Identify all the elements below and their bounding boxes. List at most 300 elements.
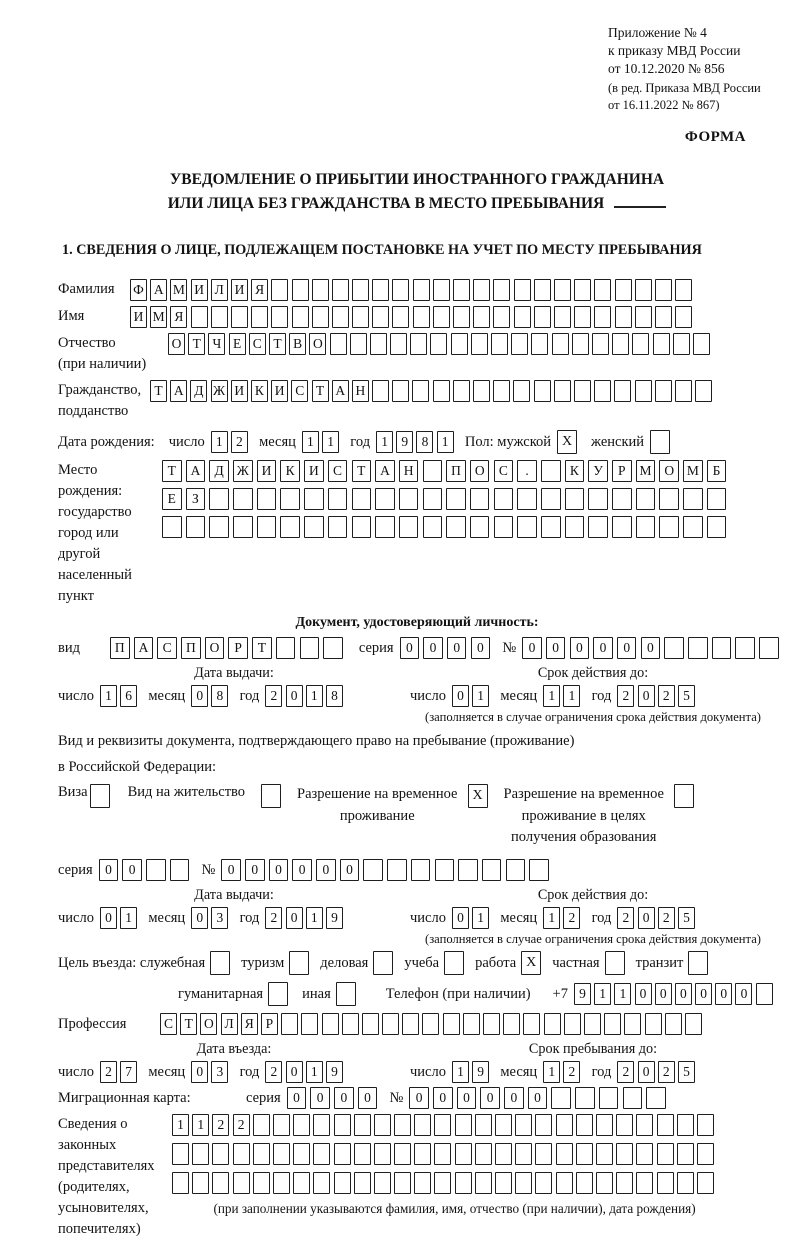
representatives-char-cell[interactable] [475,1172,492,1194]
doc-number-cell[interactable]: 0 [546,637,566,659]
citizenship-char-cell[interactable]: Д [190,380,207,402]
char-cell[interactable] [444,951,464,975]
birth-place-char-cell[interactable] [399,488,419,510]
birth-place-char-cell[interactable] [423,460,443,482]
birth-place-char-cell[interactable]: З [186,488,206,510]
doc-kind-char-cell[interactable]: П [110,637,130,659]
representatives-char-cell[interactable] [535,1143,552,1165]
birth-place-char-cell[interactable]: К [280,460,300,482]
profession-char-cell[interactable]: Л [221,1013,238,1035]
surname-char-cell[interactable] [372,279,389,301]
patronymic-char-cell[interactable] [390,333,407,355]
citizenship-char-cell[interactable]: Ж [211,380,228,402]
profession-char-cell[interactable] [624,1013,641,1035]
patronymic-char-cell[interactable]: О [309,333,326,355]
birth-place-char-cell[interactable]: И [257,460,277,482]
doc-number-cell[interactable]: 0 [593,637,613,659]
citizenship-char-cell[interactable] [372,380,389,402]
representatives-char-cell[interactable] [596,1114,613,1136]
representatives-char-cell[interactable] [434,1143,451,1165]
birth-place-char-cell[interactable] [541,488,561,510]
birth-place-char-cell[interactable] [565,488,585,510]
char-cell[interactable]: 2 [563,907,580,929]
name-char-cell[interactable] [594,306,611,328]
surname-char-cell[interactable]: А [150,279,167,301]
patronymic-char-cell[interactable] [491,333,508,355]
doc-number-cell[interactable]: 0 [570,637,590,659]
name-char-cell[interactable] [473,306,490,328]
representatives-char-cell[interactable] [657,1143,674,1165]
representatives-char-cell[interactable] [535,1114,552,1136]
representatives-char-cell[interactable] [556,1143,573,1165]
profession-char-cell[interactable] [443,1013,460,1035]
birth-place-char-cell[interactable]: А [375,460,395,482]
representatives-char-cell[interactable] [354,1114,371,1136]
birth-place-char-cell[interactable] [494,516,514,538]
birth-place-char-cell[interactable]: Б [707,460,727,482]
birth-place-char-cell[interactable] [304,488,324,510]
profession-char-cell[interactable] [402,1013,419,1035]
representatives-char-cell[interactable] [556,1172,573,1194]
representatives-char-cell[interactable] [394,1114,411,1136]
name-char-cell[interactable] [251,306,268,328]
birth-place-char-cell[interactable]: М [636,460,656,482]
profession-char-cell[interactable]: С [160,1013,177,1035]
citizenship-char-cell[interactable]: С [291,380,308,402]
char-cell[interactable] [268,982,288,1006]
birth-place-char-cell[interactable]: А [186,460,206,482]
representatives-char-cell[interactable] [313,1172,330,1194]
birth-place-char-cell[interactable] [446,516,466,538]
birth-place-char-cell[interactable] [352,488,372,510]
profession-char-cell[interactable] [685,1013,702,1035]
surname-char-cell[interactable] [675,279,692,301]
char-cell[interactable]: 0 [191,685,208,707]
char-cell[interactable]: 2 [265,685,282,707]
char-cell[interactable]: 0 [480,1087,500,1109]
birth-place-char-cell[interactable] [280,516,300,538]
char-cell[interactable]: 9 [326,907,343,929]
patronymic-char-cell[interactable] [430,333,447,355]
citizenship-char-cell[interactable]: К [251,380,268,402]
name-char-cell[interactable]: М [150,306,167,328]
char-cell[interactable]: 0 [452,907,469,929]
patronymic-char-cell[interactable]: О [168,333,185,355]
name-char-cell[interactable] [352,306,369,328]
char-cell[interactable]: 8 [211,685,228,707]
patronymic-char-cell[interactable]: Т [269,333,286,355]
char-cell[interactable] [674,784,694,808]
birth-place-char-cell[interactable]: Р [612,460,632,482]
representatives-char-cell[interactable] [414,1143,431,1165]
surname-char-cell[interactable]: И [191,279,208,301]
doc-series-cell[interactable]: 0 [471,637,491,659]
char-cell[interactable]: 0 [292,859,312,881]
birth-place-char-cell[interactable] [423,488,443,510]
surname-char-cell[interactable]: И [231,279,248,301]
phone-digit-cell[interactable]: 0 [715,983,732,1005]
birth-place-char-cell[interactable] [659,488,679,510]
name-char-cell[interactable] [292,306,309,328]
representatives-char-cell[interactable]: 1 [192,1114,209,1136]
char-cell[interactable]: 1 [100,685,117,707]
representatives-char-cell[interactable] [636,1143,653,1165]
name-char-cell[interactable] [534,306,551,328]
char-cell[interactable] [170,859,190,881]
char-cell[interactable]: 1 [306,1061,323,1083]
surname-char-cell[interactable] [554,279,571,301]
char-cell[interactable] [435,859,455,881]
char-cell[interactable]: 1 [306,907,323,929]
doc-kind-char-cell[interactable]: П [181,637,201,659]
patronymic-char-cell[interactable] [471,333,488,355]
birth-place-char-cell[interactable] [636,516,656,538]
char-cell[interactable]: 0 [245,859,265,881]
name-char-cell[interactable] [312,306,329,328]
representatives-char-cell[interactable] [172,1143,189,1165]
surname-char-cell[interactable] [473,279,490,301]
surname-char-cell[interactable] [392,279,409,301]
patronymic-char-cell[interactable] [330,333,347,355]
citizenship-char-cell[interactable] [493,380,510,402]
name-char-cell[interactable] [554,306,571,328]
profession-char-cell[interactable] [463,1013,480,1035]
profession-char-cell[interactable] [604,1013,621,1035]
char-cell[interactable]: 2 [563,1061,580,1083]
representatives-char-cell[interactable] [677,1143,694,1165]
birth-place-char-cell[interactable] [375,488,395,510]
name-char-cell[interactable] [675,306,692,328]
doc-number-cell[interactable] [712,637,732,659]
name-char-cell[interactable] [413,306,430,328]
char-cell[interactable]: 5 [678,685,695,707]
representatives-char-cell[interactable] [354,1172,371,1194]
char-cell[interactable] [289,951,309,975]
citizenship-char-cell[interactable] [554,380,571,402]
char-cell[interactable] [458,859,478,881]
representatives-char-cell[interactable] [697,1143,714,1165]
representatives-char-cell[interactable] [233,1143,250,1165]
birth-place-char-cell[interactable] [517,516,537,538]
birth-place-char-cell[interactable] [162,516,182,538]
birth-place-char-cell[interactable]: О [659,460,679,482]
char-cell[interactable]: 0 [286,1061,303,1083]
doc-number-cell[interactable] [664,637,684,659]
char-cell[interactable] [411,859,431,881]
representatives-char-cell[interactable] [313,1143,330,1165]
profession-char-cell[interactable] [503,1013,520,1035]
doc-number-cell[interactable] [735,637,755,659]
representatives-char-cell[interactable] [556,1114,573,1136]
birth-place-char-cell[interactable] [328,516,348,538]
doc-number-cell[interactable] [688,637,708,659]
surname-char-cell[interactable] [312,279,329,301]
char-cell[interactable] [373,951,393,975]
surname-char-cell[interactable] [413,279,430,301]
char-cell[interactable]: 1 [543,907,560,929]
representatives-char-cell[interactable] [515,1172,532,1194]
citizenship-char-cell[interactable] [453,380,470,402]
surname-char-cell[interactable] [514,279,531,301]
citizenship-char-cell[interactable] [433,380,450,402]
citizenship-char-cell[interactable] [614,380,631,402]
birth-place-char-cell[interactable]: У [588,460,608,482]
birth-day-cell[interactable]: 1 [211,431,228,453]
representatives-char-cell[interactable] [636,1172,653,1194]
representatives-char-cell[interactable] [293,1143,310,1165]
profession-char-cell[interactable] [422,1013,439,1035]
representatives-char-cell[interactable]: 2 [233,1114,250,1136]
char-cell[interactable] [605,951,625,975]
name-char-cell[interactable] [191,306,208,328]
patronymic-char-cell[interactable] [572,333,589,355]
citizenship-char-cell[interactable] [574,380,591,402]
birth-place-char-cell[interactable] [446,488,466,510]
birth-place-char-cell[interactable]: Н [399,460,419,482]
name-char-cell[interactable] [493,306,510,328]
char-cell[interactable]: 1 [563,685,580,707]
representatives-char-cell[interactable] [394,1172,411,1194]
char-cell[interactable]: X [468,784,488,808]
char-cell[interactable]: 0 [286,685,303,707]
profession-char-cell[interactable] [544,1013,561,1035]
birth-place-char-cell[interactable] [352,516,372,538]
name-char-cell[interactable] [514,306,531,328]
representatives-char-cell[interactable] [455,1143,472,1165]
citizenship-char-cell[interactable]: Т [312,380,329,402]
name-char-cell[interactable] [655,306,672,328]
representatives-char-cell[interactable] [657,1172,674,1194]
representatives-char-cell[interactable] [576,1143,593,1165]
name-char-cell[interactable] [211,306,228,328]
profession-char-cell[interactable] [483,1013,500,1035]
birth-place-char-cell[interactable] [683,488,703,510]
representatives-char-cell[interactable] [233,1172,250,1194]
profession-char-cell[interactable]: Я [241,1013,258,1035]
birth-year-cell[interactable]: 1 [437,431,454,453]
birth-place-char-cell[interactable] [233,488,253,510]
representatives-char-cell[interactable] [455,1172,472,1194]
char-cell[interactable] [623,1087,643,1109]
char-cell[interactable]: 1 [120,907,137,929]
citizenship-char-cell[interactable] [392,380,409,402]
patronymic-char-cell[interactable] [632,333,649,355]
profession-char-cell[interactable] [564,1013,581,1035]
char-cell[interactable] [646,1087,666,1109]
birth-place-char-cell[interactable] [209,516,229,538]
name-char-cell[interactable]: И [130,306,147,328]
profession-char-cell[interactable] [322,1013,339,1035]
char-cell[interactable]: 0 [452,685,469,707]
citizenship-char-cell[interactable]: И [271,380,288,402]
char-cell[interactable]: 0 [457,1087,477,1109]
birth-place-char-cell[interactable] [470,488,490,510]
patronymic-char-cell[interactable] [612,333,629,355]
representatives-char-cell[interactable] [273,1114,290,1136]
surname-char-cell[interactable] [615,279,632,301]
representatives-char-cell[interactable] [596,1172,613,1194]
char-cell[interactable]: 0 [638,907,655,929]
patronymic-char-cell[interactable] [552,333,569,355]
char-cell[interactable]: 9 [326,1061,343,1083]
birth-place-char-cell[interactable] [517,488,537,510]
representatives-char-cell[interactable] [576,1114,593,1136]
representatives-char-cell[interactable] [576,1172,593,1194]
char-cell[interactable]: 0 [287,1087,307,1109]
birth-place-char-cell[interactable]: С [328,460,348,482]
char-cell[interactable]: 5 [678,907,695,929]
representatives-char-cell[interactable] [616,1172,633,1194]
name-char-cell[interactable] [574,306,591,328]
representatives-char-cell[interactable] [414,1172,431,1194]
profession-char-cell[interactable] [645,1013,662,1035]
char-cell[interactable] [688,951,708,975]
birth-place-char-cell[interactable] [659,516,679,538]
name-char-cell[interactable] [453,306,470,328]
char-cell[interactable]: 7 [120,1061,137,1083]
representatives-char-cell[interactable] [515,1143,532,1165]
patronymic-char-cell[interactable]: Е [229,333,246,355]
birth-place-char-cell[interactable]: Е [162,488,182,510]
char-cell[interactable]: 1 [543,685,560,707]
representatives-char-cell[interactable] [434,1114,451,1136]
profession-char-cell[interactable]: О [200,1013,217,1035]
representatives-char-cell[interactable] [535,1172,552,1194]
birth-place-char-cell[interactable] [209,488,229,510]
representatives-char-cell[interactable] [677,1114,694,1136]
representatives-char-cell[interactable] [253,1172,270,1194]
phone-digit-cell[interactable]: 0 [635,983,652,1005]
representatives-char-cell[interactable] [192,1143,209,1165]
representatives-char-cell[interactable] [293,1172,310,1194]
profession-char-cell[interactable] [342,1013,359,1035]
name-char-cell[interactable] [372,306,389,328]
phone-digit-cell[interactable]: 1 [594,983,611,1005]
birth-place-char-cell[interactable] [494,488,514,510]
char-cell[interactable]: 8 [326,685,343,707]
patronymic-char-cell[interactable] [511,333,528,355]
profession-char-cell[interactable] [584,1013,601,1035]
doc-number-cell[interactable]: 0 [641,637,661,659]
char-cell[interactable]: 0 [221,859,241,881]
char-cell[interactable]: 2 [100,1061,117,1083]
patronymic-char-cell[interactable] [673,333,690,355]
birth-day-cell[interactable]: 2 [231,431,248,453]
birth-place-char-cell[interactable] [612,516,632,538]
doc-kind-char-cell[interactable]: Р [228,637,248,659]
char-cell[interactable]: 1 [543,1061,560,1083]
patronymic-char-cell[interactable]: Ч [208,333,225,355]
surname-char-cell[interactable] [292,279,309,301]
name-char-cell[interactable] [271,306,288,328]
char-cell[interactable]: 3 [211,907,228,929]
doc-series-cell[interactable]: 0 [400,637,420,659]
representatives-char-cell[interactable] [374,1172,391,1194]
patronymic-char-cell[interactable] [531,333,548,355]
birth-place-char-cell[interactable] [707,516,727,538]
surname-char-cell[interactable] [352,279,369,301]
birth-place-char-cell[interactable] [375,516,395,538]
profession-char-cell[interactable] [523,1013,540,1035]
profession-char-cell[interactable] [281,1013,298,1035]
char-cell[interactable]: 0 [99,859,119,881]
representatives-char-cell[interactable] [253,1143,270,1165]
birth-place-char-cell[interactable] [565,516,585,538]
patronymic-char-cell[interactable] [370,333,387,355]
birth-place-char-cell[interactable] [541,516,561,538]
citizenship-char-cell[interactable]: И [231,380,248,402]
representatives-char-cell[interactable] [374,1114,391,1136]
char-cell[interactable] [599,1087,619,1109]
patronymic-char-cell[interactable] [653,333,670,355]
citizenship-char-cell[interactable]: А [170,380,187,402]
citizenship-char-cell[interactable] [695,380,712,402]
citizenship-char-cell[interactable]: Н [352,380,369,402]
doc-series-cell[interactable]: 0 [447,637,467,659]
birth-place-char-cell[interactable] [280,488,300,510]
char-cell[interactable]: 1 [472,685,489,707]
char-cell[interactable]: 5 [678,1061,695,1083]
birth-place-char-cell[interactable] [636,488,656,510]
representatives-char-cell[interactable] [495,1143,512,1165]
profession-char-cell[interactable] [665,1013,682,1035]
surname-char-cell[interactable] [655,279,672,301]
birth-place-char-cell[interactable]: И [304,460,324,482]
representatives-char-cell[interactable] [212,1172,229,1194]
char-cell[interactable]: 0 [191,907,208,929]
name-char-cell[interactable]: Я [170,306,187,328]
phone-digit-cell[interactable]: 1 [614,983,631,1005]
char-cell[interactable] [482,859,502,881]
birth-place-char-cell[interactable] [304,516,324,538]
citizenship-char-cell[interactable] [513,380,530,402]
birth-place-char-cell[interactable] [257,516,277,538]
birth-place-char-cell[interactable] [588,516,608,538]
representatives-char-cell[interactable] [273,1143,290,1165]
birth-place-char-cell[interactable]: Ж [233,460,253,482]
char-cell[interactable]: X [521,951,541,975]
representatives-char-cell[interactable] [515,1114,532,1136]
char-cell[interactable]: 0 [358,1087,378,1109]
birth-place-char-cell[interactable]: Д [209,460,229,482]
representatives-char-cell[interactable] [334,1143,351,1165]
char-cell[interactable]: 1 [472,907,489,929]
phone-digit-cell[interactable] [756,983,773,1005]
surname-char-cell[interactable] [534,279,551,301]
representatives-char-cell[interactable] [374,1143,391,1165]
birth-year-cell[interactable]: 1 [376,431,393,453]
representatives-char-cell[interactable] [616,1143,633,1165]
char-cell[interactable]: 2 [658,1061,675,1083]
representatives-char-cell[interactable] [455,1114,472,1136]
representatives-char-cell[interactable] [313,1114,330,1136]
representatives-char-cell[interactable] [636,1114,653,1136]
sex-female-checkbox-cell[interactable] [650,430,670,454]
char-cell[interactable]: 0 [310,1087,330,1109]
birth-month-cell[interactable]: 1 [302,431,319,453]
patronymic-char-cell[interactable]: В [289,333,306,355]
representatives-char-cell[interactable] [394,1143,411,1165]
representatives-char-cell[interactable] [596,1143,613,1165]
char-cell[interactable]: 2 [617,1061,634,1083]
profession-char-cell[interactable] [382,1013,399,1035]
char-cell[interactable] [336,982,356,1006]
representatives-char-cell[interactable] [334,1114,351,1136]
char-cell[interactable] [551,1087,571,1109]
citizenship-char-cell[interactable]: Т [150,380,167,402]
birth-place-char-cell[interactable]: . [517,460,537,482]
citizenship-char-cell[interactable]: А [332,380,349,402]
